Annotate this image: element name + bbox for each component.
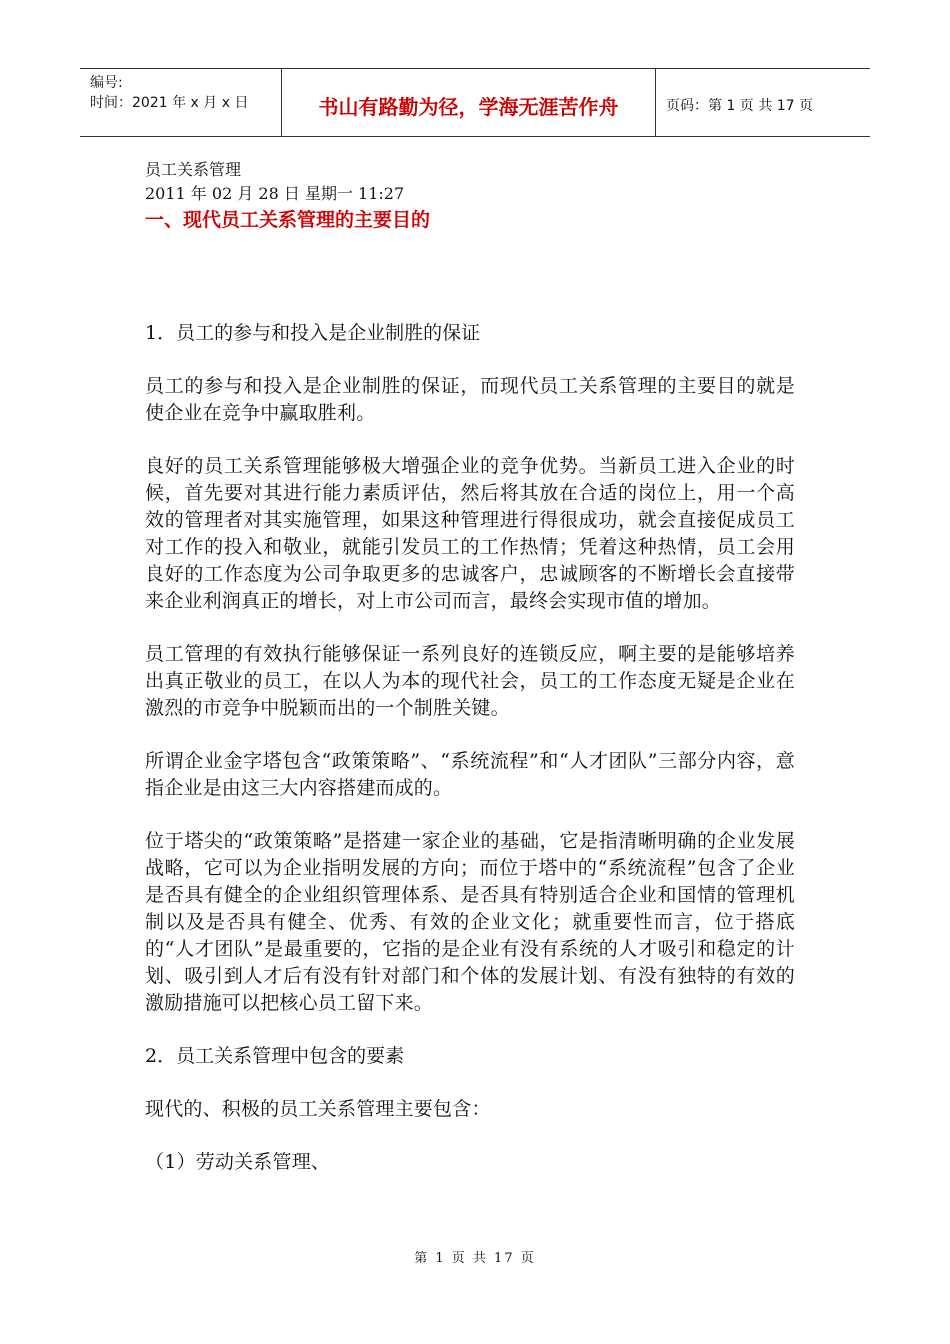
header-motto: 书山有路勤为径，学海无涯苦作舟 [282,69,656,136]
header-table [80,68,870,137]
doc-title: 员工关系管理 [145,160,242,179]
doc-datetime: 2011 年 02 月 28 日 星期一 11:27 [145,184,405,203]
number-label: 编号: [90,75,123,91]
paragraph-3: 员工管理的有效执行能够保证一系列良好的连锁反应，啊主要的是能够培养出真正敬业的员工，在以人为本的现代社会，员工的工作态度无疑是企业在激烈的市竞争中脱颖而出的一个制胜关键。 [145,643,795,719]
time-label: 时间：2021 年 x 月 x 日 [90,95,249,111]
subhead-2: 2．员工关系管理中包含的要素 [145,1045,405,1067]
list-item-1: （1）劳动关系管理、 [145,1151,331,1173]
paragraph-1: 员工的参与和投入是企业制胜的保证，而现代员工关系管理的主要目的就是使企业在竞争中赢取胜利。 [145,375,795,424]
header-page-info: 页码：第 1 页 共 17 页 [666,97,813,114]
subhead-1: 1．员工的参与和投入是企业制胜的保证 [145,322,481,344]
section-title: 一、现代员工关系管理的主要目的 [145,209,431,231]
paragraph-4: 所谓企业金字塔包含“政策策略”、“系统流程”和“人才团队”三部分内容，意指企业是由这三大内容搭建而成的。 [145,750,795,799]
header-left-cell [80,69,282,136]
page-footer: 第 1 页 共 17 页 [414,1251,536,1266]
paragraph-5: 位于塔尖的“政策策略”是搭建一家企业的基础，它是指清晰明确的企业发展战略，它可以为企业指明发展的方向；而位于塔中的“系统流程”包含了企业是否具有健全的企业组织管理体系、是否具有特别适合企业和国情的管理机制以及是否具有健全、优秀、有效的企业文化；就重要性而言，位于搭底的“人才团队”是最重要的，它指的是企业有没有系统的人才吸引和稳定的计划、吸引到人才后有没有针对部门和个体的发展计划、有没有独特的有效的激励措施可以把核心员工留下来。 [145,830,795,1014]
paragraph-6: 现代的、积极的员工关系管理主要包含： [145,1098,491,1120]
document-body [145,158,795,1196]
paragraph-2: 良好的员工关系管理能够极大增强企业的竞争优势。当新员工进入企业的时候，首先要对其进行能力素质评估，然后将其放在合适的岗位上，用一个高效的管理者对其实施管理，如果这种管理进行得很成功，就会直接促成员工对工作的投入和敬业，就能引发员工的工作热情；凭着这种热情，员工会用良好的工作态度为公司争取更多的忠诚客户，忠诚顾客的不断增长会直接带来企业利润真正的增长，对上市公司而言，最终会实现市值的增加。 [145,455,795,612]
